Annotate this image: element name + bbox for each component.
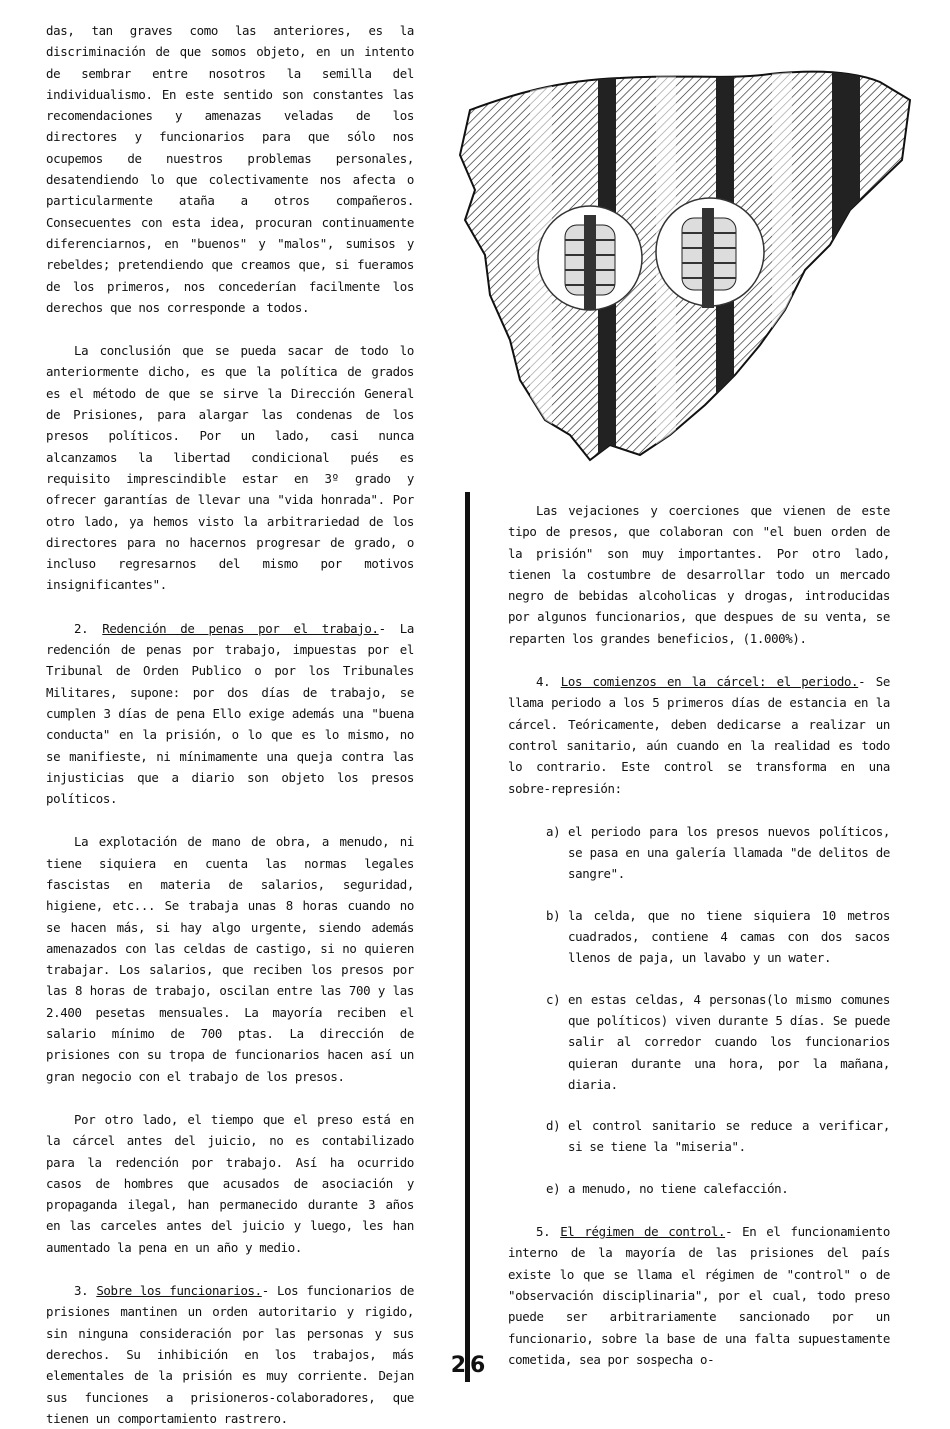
periodo-list <box>508 821 890 1199</box>
section-number: 5. <box>536 1224 551 1240</box>
section-title: Los comienzos en la cárcel: el periodo. <box>560 674 859 690</box>
list-item-label: b) <box>546 907 561 923</box>
list-item <box>546 821 890 885</box>
section-number: 3. <box>74 1283 89 1299</box>
right-column <box>508 500 890 1370</box>
list-item-label: c) <box>546 991 561 1007</box>
right-fist-icon <box>656 198 764 308</box>
section-title: Redención de penas por el trabajo. <box>102 620 379 636</box>
list-item <box>546 1178 890 1199</box>
section-text: - En el funcionamiento interno de la mayoría de las prisiones del país existe lo que se llama el régimen de "control" o de "observación disciplinaria", por el cual, todo preso puede ser arbitrariamente sancionado por un funcionario, sobre la base de una falta supuestamente cometida, sea por sospecha o- <box>508 1224 890 1367</box>
section-3 <box>46 1280 414 1429</box>
section-text: - Se llama periodo a los 5 primeros días de estancia en la cárcel. Teóricamente, deben dedicarse a realizar un control sanitario, aún cuando en la realidad es todo lo contrario. Este control se transforma en una sobre-represión: <box>508 674 890 796</box>
page-number: 26 <box>450 1353 490 1378</box>
list-item-text: en estas celdas, 4 personas(lo mismo comunes que políticos) viven durante 5 días. Se puede salir al corredor cuando los funcionarios quieran durante una hora, por la mañana, diaria. <box>568 991 890 1092</box>
list-item <box>546 1115 890 1158</box>
section-number: 2. <box>74 620 89 636</box>
paragraph: La conclusión que se pueda sacar de todo lo anteriormente dicho, es que la política de grados es el método de que se sirve la Dirección General de Prisiones, para alargar las condenas de los presos políticos. Por un lado, casi nunca alcanzamos la libertad condicional pués es requisito imprescindible estar en 3º grado y ofrecer garantías de llevar una "vida honrada". Por otro lado, ya hemos visto la arbitrariedad de los directores para no hacernos progresar de grado, o incluso regresarnos del mismo por motivos insignificantes". <box>46 343 414 593</box>
section-4 <box>508 671 890 799</box>
left-fist-icon <box>538 206 642 310</box>
list-item-text: el periodo para los presos nuevos políticos, se pasa en una galería llamada "de delitos de sangre". <box>568 823 890 882</box>
section-text: - La redención de penas por trabajo, impuestas por el Tribunal de Orden Publico o por los Tribunales Militares, supone: por dos días de trabajo, se cumplen 3 días de pena Ello exige además una "buena conducta" en la prisión, o lo que es lo mismo, no se manifieste, ni mínimamente una queja contra las injusticias que a diario son objeto los presos políticos. <box>46 620 414 807</box>
paragraph: La explotación de mano de obra, a menudo, ni tiene siquiera en cuenta las normas legales fascistas en materia de salarios, seguridad, higiene, etc... Se trabaja unas 8 horas cuando no se hacen más, si hay algo urgente, siendo además amenazados con las celdas de castigo, si no quieren trabajar. Los salarios, que reciben los presos por las 8 horas de trabajo, oscilan entre las 700 y las 2.400 pesetas mensuales. La mayoría reciben el salario mínimo de 700 ptas. La dirección de prisiones con su tropa de funcionarios hacen así un gran negocio con el trabajo de los presos. <box>46 834 414 1084</box>
section-5 <box>508 1221 890 1370</box>
section-title: El régimen de control. <box>560 1224 726 1240</box>
list-item-text: a menudo, no tiene calefacción. <box>568 1180 789 1196</box>
list-item-label: e) <box>546 1180 561 1196</box>
paragraph: das, tan graves como las anteriores, es la discriminación de que somos objeto, en un intento de sembrar entre nosotros la semilla del individualismo. En este sentido son constantes las recomendaciones y amenazas veladas de los directores y funcionarios para que sólo nos ocupemos de nuestros problemas personales, desatendiendo lo que colectivamente nos afecta o particularmente ataña a otros compañeros. Consecuentes con esta idea, procuran continuamente diferenciarnos, en "buenos" y "malos", sumisos y rebeldes; pretendiendo que creamos que, si fueramos de los primeros, nos concederían facilmente los derechos que nos corresponde a todos. <box>46 23 414 315</box>
column-divider <box>465 492 470 1382</box>
paragraph: Las vejaciones y coerciones que vienen de este tipo de presos, que colaboran con "el buen orden de la prisión" son muy importantes. Por otro lado, tienen la costumbre de desarrollar todo un mercado negro de bebidas alcoholicas y drogas, introducidas por algunos funcionarios, que despues de su venta, se reparten los grandes beneficios, (1.000%). <box>508 503 890 646</box>
paragraph: Por otro lado, el tiempo que el preso está en la cárcel antes del juicio, no es contabilizado para la redención por trabajo. Así ha ocurrido casos de hombres que acusados de asociación y propaganda ilegal, han permanecido durante 3 años en las carceles antes del juicio y luego, les han aumentado la pena en un año y medio. <box>46 1111 414 1255</box>
section-title: Sobre los funcionarios. <box>96 1283 262 1299</box>
spain-prison-illustration <box>450 40 940 500</box>
list-item <box>546 905 890 969</box>
list-item-text: el control sanitario se reduce a verificar, si se tiene la "miseria". <box>568 1118 890 1155</box>
section-2 <box>46 618 414 810</box>
section-number: 4. <box>536 674 551 690</box>
list-item-text: la celda, que no tiene siquiera 10 metros cuadrados, contiene 4 camas con dos sacos llenos de paja, un lavabo y un water. <box>568 907 890 966</box>
list-item-label: d) <box>546 1118 561 1134</box>
list-item-label: a) <box>546 823 561 839</box>
left-column <box>46 20 414 1429</box>
section-text: - Los funcionarios de prisiones mantinen un orden autoritario y rigido, sin ninguna consideración por las personas y sus derechos. Su inhibición en los trabajos, más elementales de la prisión es muy corriente. Dejan sus funciones a prisioneros-colaboradores, que tienen un comportamiento rastrero. <box>46 1283 414 1426</box>
list-item <box>546 989 890 1095</box>
